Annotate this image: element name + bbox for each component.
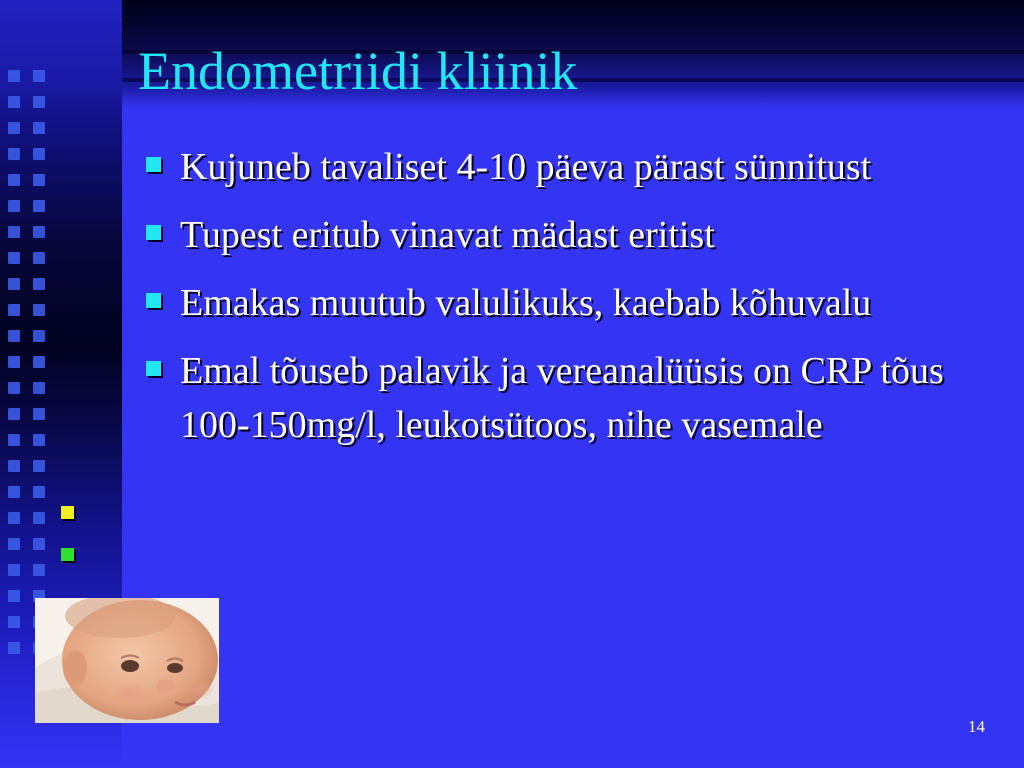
decorative-square (8, 642, 20, 654)
decorative-square (33, 278, 45, 290)
decorative-square (8, 252, 20, 264)
decorative-square (8, 330, 20, 342)
decorative-square (33, 512, 45, 524)
decorative-square (33, 304, 45, 316)
decorative-square (33, 382, 45, 394)
band-stripe (122, 18, 1024, 22)
bullet-item (143, 344, 983, 452)
decorative-square (8, 382, 20, 394)
decorative-square (8, 304, 20, 316)
bullet-text: Tupest eritub vinavat mädast eritist (180, 214, 715, 256)
decorative-square (8, 356, 20, 368)
decorative-square (33, 564, 45, 576)
baby-face-icon (35, 598, 219, 723)
decorative-square (33, 538, 45, 550)
green-square-icon (61, 548, 74, 561)
bullet-text: Emal tõuseb palavik ja vereanalüüsis on CRP tõus 100-150mg/l, leukotsütoos, nihe vasemale (180, 350, 944, 446)
decorative-square (8, 486, 20, 498)
decorative-square (8, 174, 20, 186)
decorative-square (8, 564, 20, 576)
decorative-square (8, 96, 20, 108)
bullet-list (143, 140, 983, 466)
decorative-square (33, 226, 45, 238)
bullet-square-icon (146, 293, 161, 308)
decorative-square (8, 148, 20, 160)
bullet-text: Emakas muutub valulikuks, kaebab kõhuvalu (180, 282, 872, 324)
bullet-item (143, 140, 983, 194)
slide-title: Endometriidi kliinik (138, 41, 578, 101)
yellow-square-icon (61, 506, 74, 519)
decorative-square (8, 70, 20, 82)
decorative-square (8, 460, 20, 472)
bullet-square-icon (146, 225, 161, 240)
decorative-square (8, 278, 20, 290)
decorative-square (8, 434, 20, 446)
decorative-square (33, 356, 45, 368)
decorative-square (8, 590, 20, 602)
bullet-item (143, 208, 983, 262)
decorative-square (33, 252, 45, 264)
decorative-square (33, 460, 45, 472)
decorative-square (33, 96, 45, 108)
decorative-square (8, 512, 20, 524)
bullet-square-icon (146, 361, 161, 376)
decorative-square (33, 200, 45, 212)
decorative-square (33, 408, 45, 420)
decorative-square (8, 226, 20, 238)
decorative-square (33, 434, 45, 446)
bullet-square-icon (146, 157, 161, 172)
decorative-square (33, 70, 45, 82)
decorative-square (33, 148, 45, 160)
bullet-text: Kujuneb tavaliset 4-10 päeva pärast sünnitust (180, 146, 872, 188)
decorative-square (8, 538, 20, 550)
decorative-square (33, 486, 45, 498)
decorative-square (8, 200, 20, 212)
decorative-square (33, 174, 45, 186)
decorative-square (8, 122, 20, 134)
baby-photo (35, 598, 219, 723)
decorative-square (33, 122, 45, 134)
decorative-square (33, 330, 45, 342)
decorative-square (8, 408, 20, 420)
page-number: 14 (968, 717, 985, 736)
bullet-item (143, 276, 983, 330)
decorative-square (8, 616, 20, 628)
